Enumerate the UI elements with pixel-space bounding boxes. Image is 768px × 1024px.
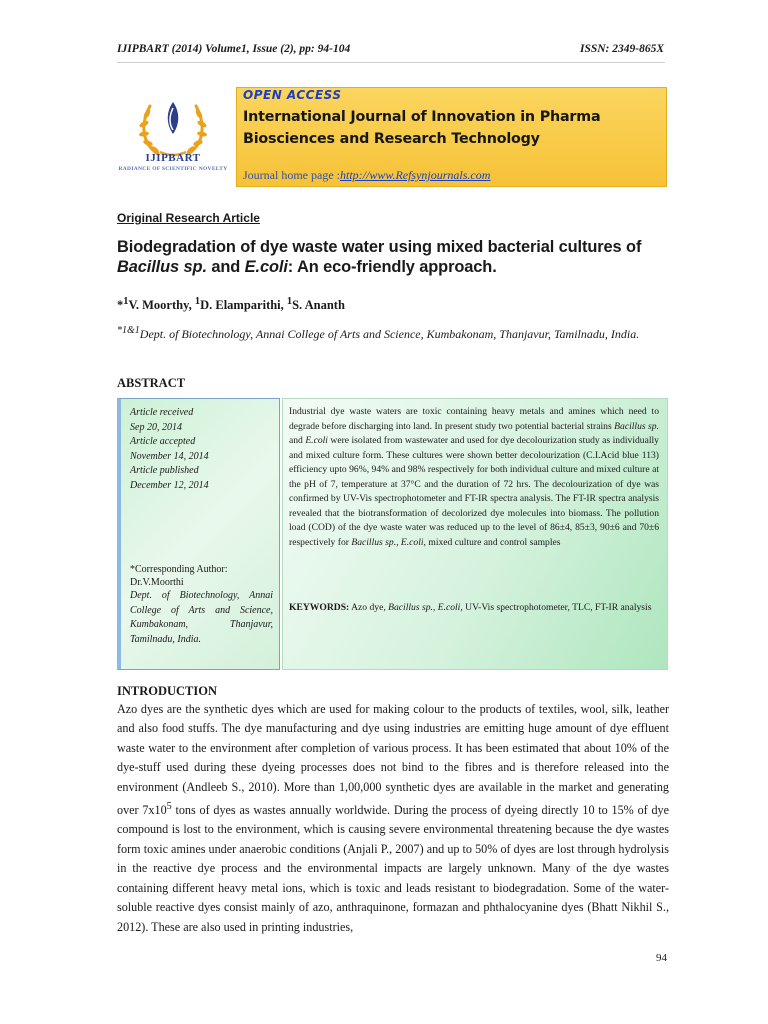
article-dates xyxy=(130,406,280,493)
author-sup: 1 xyxy=(194,296,201,307)
title-organism-1: Bacillus sp. xyxy=(117,258,207,276)
dept-line: College of Arts and Science, xyxy=(130,604,273,616)
author-list xyxy=(117,296,345,313)
author-name: V. Moorthy, xyxy=(128,298,195,313)
keywords xyxy=(289,601,659,616)
article-info-panel xyxy=(117,398,280,670)
corresponding-author-label: *Corresponding Author: xyxy=(130,564,228,575)
keyword-seg: Azo dye, xyxy=(349,602,389,613)
title-text-1: Biodegradation of dye waste water using mixed bacterial cultures of xyxy=(117,238,642,256)
title-organism-2: E.coli xyxy=(244,258,288,276)
date-line: Article published xyxy=(130,465,199,476)
abstract-seg: were isolated from wastewater and used for dye decolourization study as individually and mixed culture form. These cultures were shown better decolourization (C.I.Acid blue 113) efficiency upto 96%, 94% and 98% respectively for both individual culture and mixed culture at the pH of 7, temperature at 37°C and the duration of 72 hrs. The decolourization of dye was confirmed by UV-Vis spectrophotometer and FT-IR spectra analysis. The FT-IR spectra analysis revealed that the biotransformation of decolorized dye molecules into biomass. The pollution load (COD) of the dye waste water was reduced up to the level of 86±4, 85±3, 90±6 and 70±6 respectively for xyxy=(289,435,659,548)
abstract-seg: E.coli xyxy=(305,435,328,446)
abstract-seg: and xyxy=(289,435,306,446)
journal-home-page xyxy=(243,168,490,183)
keywords-label: KEYWORDS: xyxy=(289,602,350,613)
dept-line: Kumbakonam, Thanjavur, xyxy=(130,619,273,630)
intro-text: tons of dyes as wastes annually worldwide. During the process of dyeing directly 10 to 15% of dye compound is lost to the environment, which is causing severe environmental threatening because the dye wastes form toxic amines under anaerobic conditions (Anjali P., 2007) and up to 50% of dyes are lost through hydrolysis in the reactive dye process and the environmental impacts are largely unknown. Many of the dye wastes containing different heavy metal ions, which is toxic and leads resistant to biodegradation. Some of the water-soluble reactive dyes consist mainly of azo, anthraquinone, formazan and phthalocyanine dyes (Bhatt Nikhil S., 2012). These are also used in printing industries, xyxy=(117,803,669,934)
article-type: Original Research Article xyxy=(117,211,260,225)
author-sup: 1 xyxy=(286,296,293,307)
date-line: Sep 20, 2014 xyxy=(130,421,182,433)
keyword-seg: Bacillus sp., E.coli, xyxy=(388,602,463,613)
dept-line: Dept. of Biotechnology, Annai xyxy=(130,590,273,601)
corresponding-author-dept xyxy=(130,589,273,633)
corresponding-mark: * xyxy=(117,298,124,313)
author-sup: 1 xyxy=(123,296,129,307)
abstract-seg: mixed culture and control samples xyxy=(425,536,561,548)
journal-home-label: Journal home page : xyxy=(243,168,340,182)
journal-title: International Journal of Innovation in Pharma Biosciences and Research Technology xyxy=(243,109,601,147)
logo-tagline: RADIANCE OF SCIENTIFIC NOVELTY xyxy=(118,166,228,172)
affiliation-text: Dept. of Biotechnology, Annai College of Arts and Science, Kumbakonam, Thanjavur, Tamilnadu, India. xyxy=(139,327,640,341)
abstract-text xyxy=(289,405,659,550)
header-divider xyxy=(117,62,665,63)
title-text-2: : An eco-friendly approach. xyxy=(287,258,497,276)
intro-sup: 5 xyxy=(166,801,172,813)
abstract-panel xyxy=(282,398,668,670)
introduction-body xyxy=(117,700,669,937)
journal-home-link[interactable]: http://www.Refsynjournals.com xyxy=(339,168,491,182)
date-line: Article accepted xyxy=(130,436,196,447)
corresponding-author-name: Dr.V.Moorthi xyxy=(130,576,184,588)
running-header-citation: IJIPBART (2014) Volume1, Issue (2), pp: 94-104 xyxy=(117,43,351,55)
article-title xyxy=(117,237,669,277)
author-name: D. Elamparithi, xyxy=(200,298,287,313)
author-name: S. Ananth xyxy=(292,298,345,313)
affiliation-sup: *1&1 xyxy=(117,325,140,336)
title-and: and xyxy=(206,258,245,276)
running-header-issn: ISSN: 2349-865X xyxy=(579,43,664,55)
date-line: November 14, 2014 xyxy=(130,450,209,462)
logo-name: IJIPBART xyxy=(145,152,201,164)
corresponding-author-location: Tamilnadu, India. xyxy=(130,633,202,645)
abstract-seg: Bacillus sp. xyxy=(614,420,659,432)
abstract-seg: Industrial dye waste waters are toxic containing heavy metals and amines which need to degrade before discharging into land. In present study two potential bacterial strains xyxy=(289,406,659,432)
date-line: December 12, 2014 xyxy=(130,479,209,491)
date-line: Article received xyxy=(130,407,194,418)
journal-banner xyxy=(236,87,667,187)
introduction-heading: INTRODUCTION xyxy=(117,684,218,698)
keyword-seg: UV-Vis spectrophotometer, TLC, FT-IR analysis xyxy=(462,602,652,613)
open-access-label: OPEN ACCESS xyxy=(243,88,342,102)
affiliation xyxy=(117,319,669,346)
abstract-seg: Bacillus sp., E.coli, xyxy=(351,536,426,548)
intro-text: Azo dyes are the synthetic dyes which are used for making colour to the products of textiles, wool, silk, leather and also food stuffs. The dye manufacturing and dye using industries are emitting huge amount of dye effluent waste water to the environment after completion of various process. It has been estimated that about 10% of the dye-stuff used during these dyeing processes does not bind to the fibres and is therefore released into the environment (Andleeb S., 2010). More than 1,00,000 synthetic dyes are available in the market and generating over 7x10 xyxy=(117,702,669,818)
page-number: 94 xyxy=(656,952,667,964)
abstract-heading: ABSTRACT xyxy=(117,376,186,390)
